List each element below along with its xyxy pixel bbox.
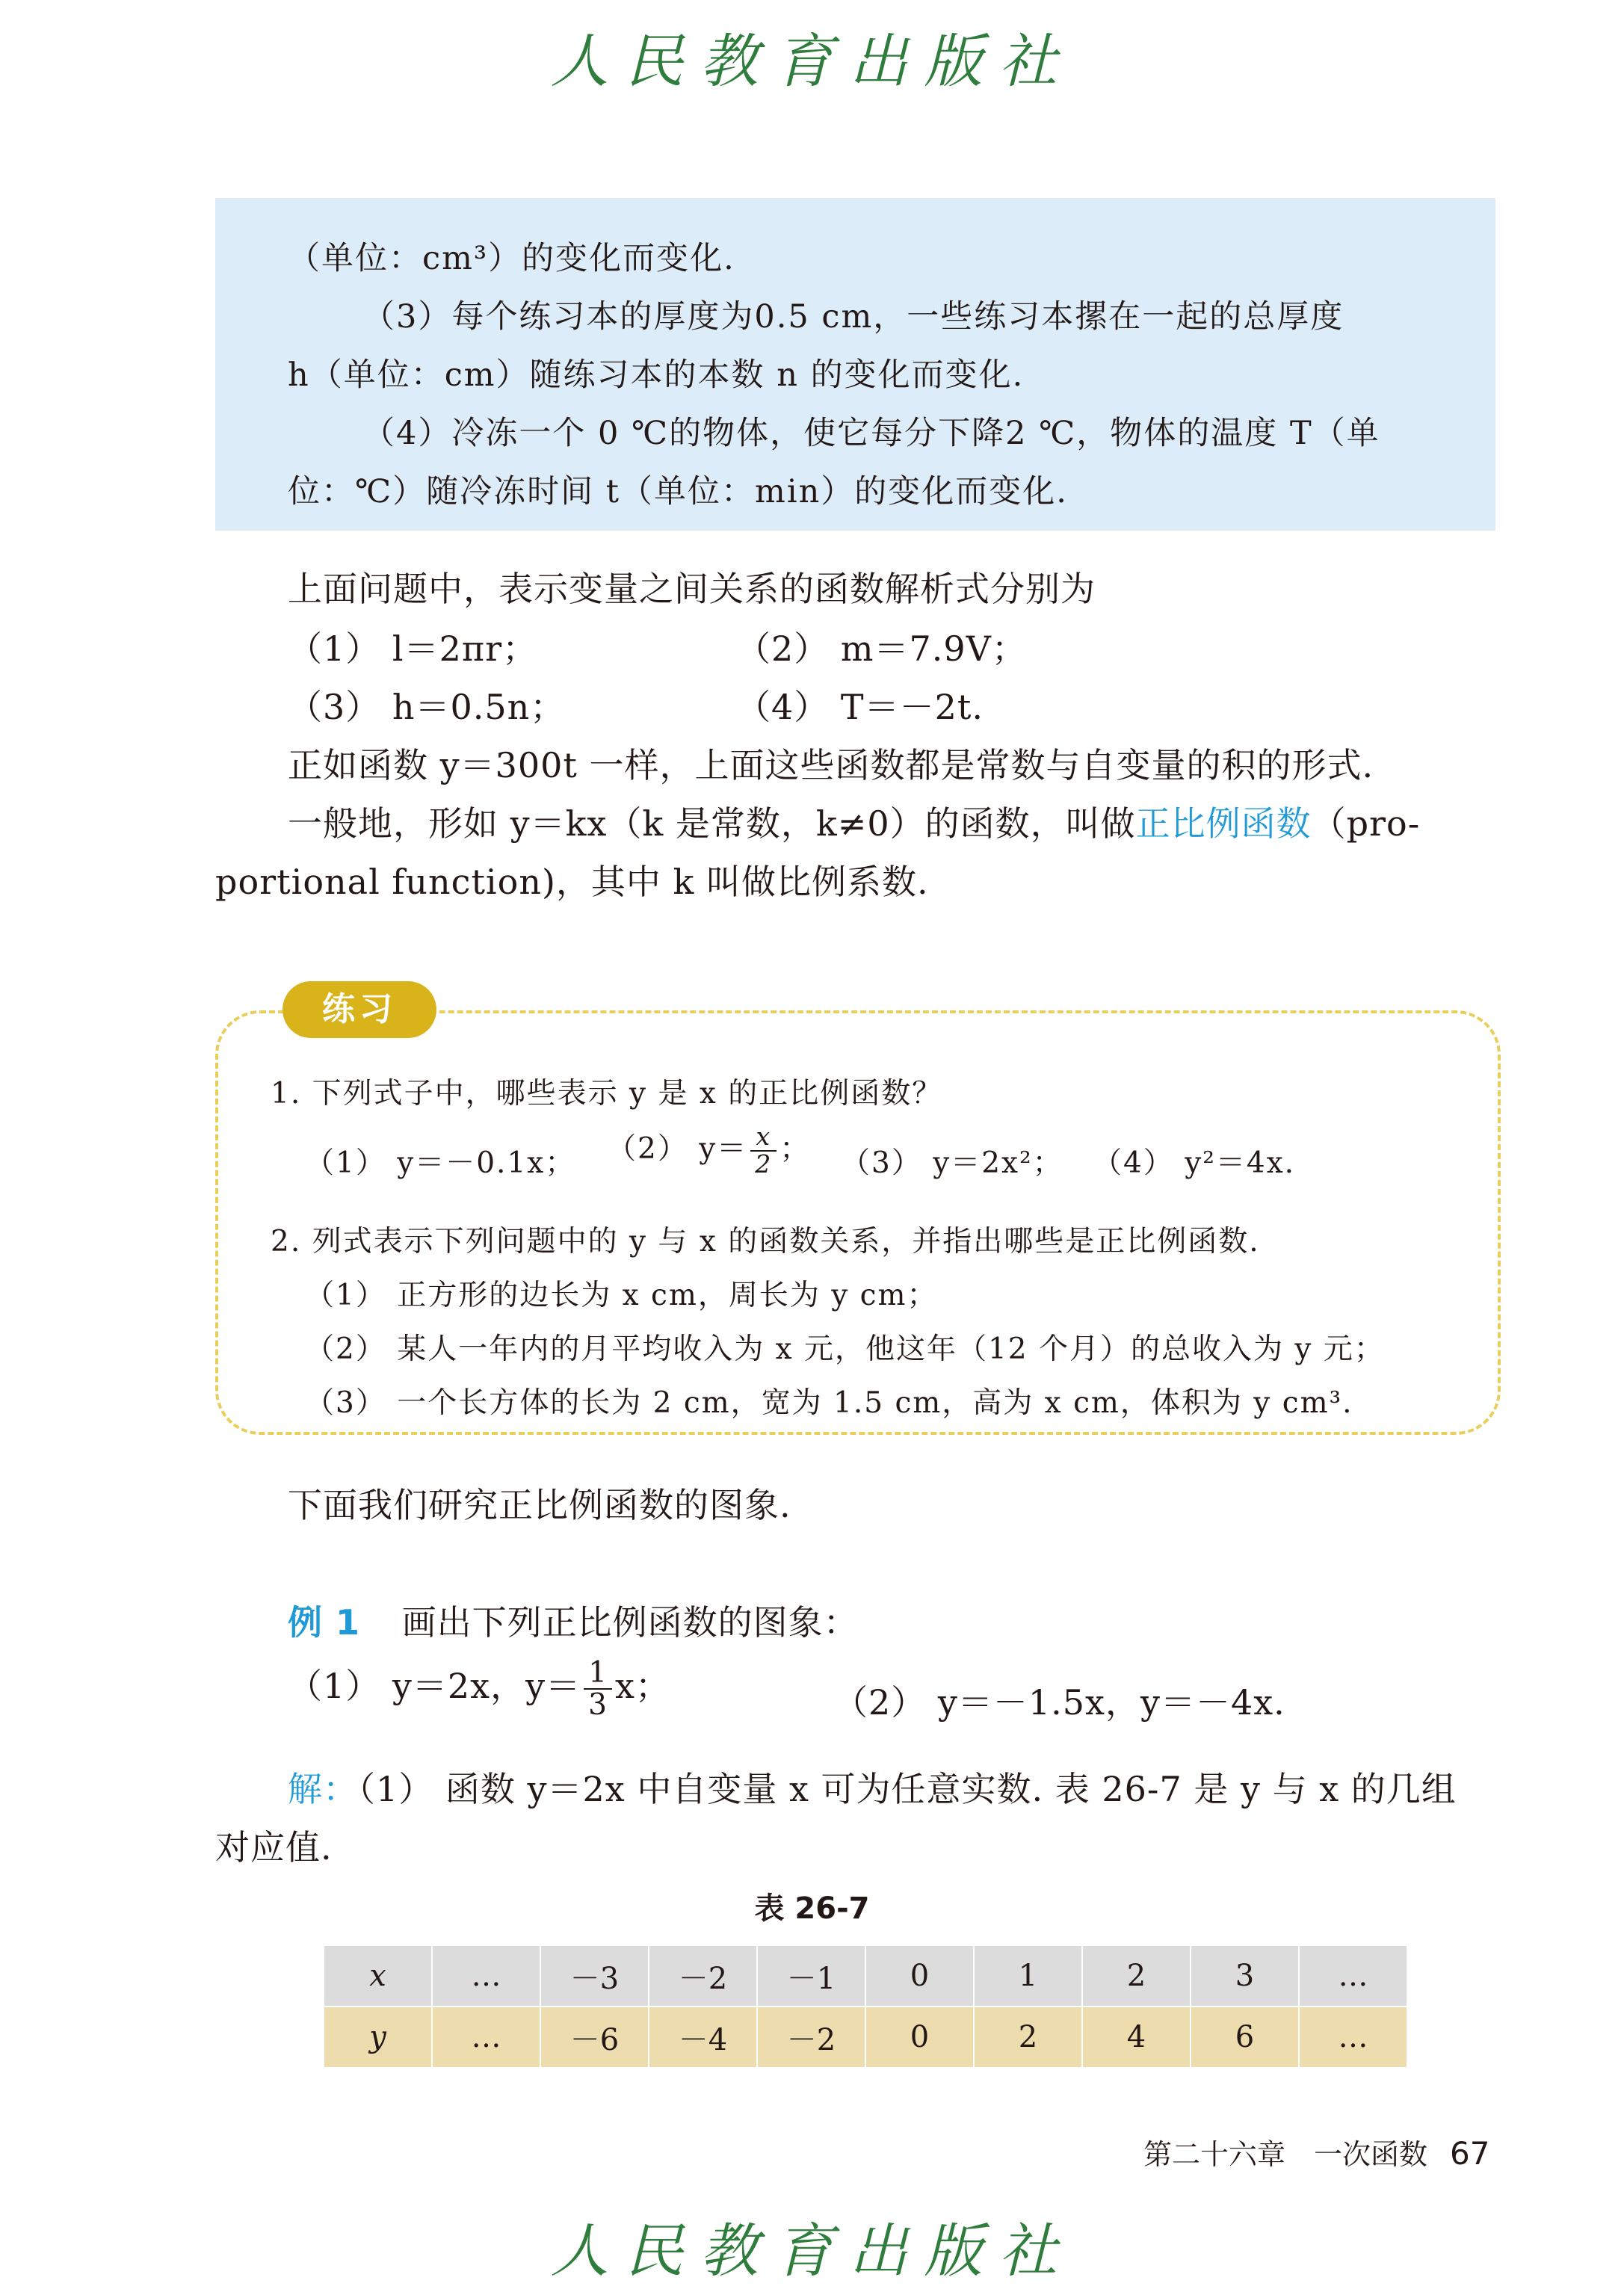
example-fraction-denominator: 3 <box>588 1688 608 1723</box>
formula-4: （4） T＝－2t. <box>736 687 984 727</box>
table-cell: 2 <box>1082 1945 1191 2007</box>
opt2-suffix: ； <box>779 1131 811 1166</box>
definition-paragraph-cont: portional function)，其中 k 叫做比例系数. <box>215 862 929 902</box>
table-cell: … <box>1299 1945 1407 2007</box>
example-fraction <box>584 1656 612 1723</box>
example-item-1-suffix: x； <box>614 1666 670 1707</box>
table-cell: 2 <box>974 2007 1082 2068</box>
practice-q2: 2. 列式表示下列问题中的 y 与 x 的函数关系，并指出哪些是正比例函数. <box>271 1225 1260 1258</box>
publisher-logo-top: 人民教育出版社 <box>550 28 1074 96</box>
example-text: 画出下列正比例函数的图象： <box>401 1602 859 1643</box>
table-cell: y <box>324 2007 432 2068</box>
box-line-1: （单位：cm³）的变化而变化. <box>288 240 735 277</box>
table-cell: 0 <box>865 2007 974 2068</box>
example-item-2: （2） y＝－1.5x，y＝－4x. <box>833 1682 1285 1723</box>
practice-q1: 1. 下列式子中，哪些表示 y 是 x 的正比例函数？ <box>271 1077 943 1111</box>
table-cell: －2 <box>649 1945 757 2007</box>
page-number: 67 <box>1450 2135 1490 2172</box>
table-cell: 1 <box>974 1945 1082 2007</box>
formula-1: （1） l＝2πr； <box>288 628 538 669</box>
practice-q2-sub2: （2） 某人一年内的月平均收入为 x 元，他这年（12 个月）的总收入为 y 元； <box>305 1332 1385 1366</box>
example-1 <box>288 1596 859 1645</box>
practice-q1-opt2 <box>607 1124 810 1178</box>
box-line-3: h（单位：cm）随练习本的本数 n 的变化而变化. <box>288 356 1025 394</box>
table-cell: 0 <box>865 1945 974 2007</box>
practice-q1-opt3: （3） y＝2x²； <box>841 1146 1063 1180</box>
example-fraction-numerator: 1 <box>584 1658 612 1690</box>
definition-term: 正比例函数 <box>1135 803 1312 844</box>
publisher-logo-bottom: 人民教育出版社 <box>550 2218 1074 2285</box>
table-cell: 4 <box>1082 2007 1191 2068</box>
solution-line-2: 对应值. <box>215 1827 333 1868</box>
box-line-4: （4）冷冻一个 0 ℃的物体，使它每分下降2 ℃，物体的温度 T（单 <box>362 415 1380 452</box>
table-cell: －2 <box>757 2007 865 2068</box>
intro-text: 上面问题中，表示变量之间关系的函数解析式分别为 <box>288 569 1096 609</box>
box-line-5: 位：℃）随冷冻时间 t（单位：min）的变化而变化. <box>288 473 1068 510</box>
table-cell: … <box>432 2007 540 2068</box>
definition-text-b: （pro- <box>1311 803 1421 844</box>
definition-text-a: 一般地，形如 y＝kx（k 是常数，k≠0）的函数，叫做 <box>288 803 1136 844</box>
opt2-prefix: （2） y＝ <box>607 1131 748 1166</box>
solution-text: （1） 函数 y＝2x 中自变量 x 可为任意实数. 表 26-7 是 y 与 x 的几组 <box>358 1769 1457 1809</box>
example-item-1 <box>288 1656 670 1723</box>
paragraph-constant-product: 正如函数 y＝300t 一样，上面这些函数都是常数与自变量的积的形式. <box>288 745 1374 785</box>
table-cell: －1 <box>757 1945 865 2007</box>
table-cell: 6 <box>1191 2007 1299 2068</box>
definition-paragraph <box>288 797 1420 846</box>
table-cell: … <box>432 1945 540 2007</box>
practice-q2-sub1: （1） 正方形的边长为 x cm，周长为 y cm； <box>305 1279 938 1312</box>
table-cell: … <box>1299 2007 1407 2068</box>
opt2-fraction <box>750 1124 777 1178</box>
table-caption: 表 26-7 <box>754 1891 870 1926</box>
example-label: 例 1 <box>288 1602 361 1643</box>
example-item-1-prefix: （1） y＝2x，y＝ <box>288 1666 581 1707</box>
practice-q2-sub3: （3） 一个长方体的长为 2 cm，宽为 1.5 cm，高为 x cm，体积为 y cm³. <box>305 1386 1353 1420</box>
opt2-denominator: 2 <box>755 1149 773 1179</box>
table-row-x <box>324 1945 1407 2007</box>
table-cell: －4 <box>649 2007 757 2068</box>
table-row-y <box>324 2007 1407 2068</box>
values-table <box>323 1945 1408 2069</box>
formula-2: （2） m＝7.9V； <box>736 628 1027 669</box>
practice-tag: 练习 <box>282 981 436 1038</box>
solution-label: 解： <box>288 1769 358 1809</box>
opt2-numerator: x <box>750 1124 777 1152</box>
practice-q1-opt1: （1） y＝－0.1x； <box>305 1146 576 1180</box>
solution-line-1 <box>288 1762 1457 1811</box>
box-line-2: （3）每个练习本的厚度为0.5 cm，一些练习本摞在一起的总厚度 <box>362 298 1344 336</box>
formula-3: （3） h＝0.5n； <box>288 687 566 727</box>
graph-intro-text: 下面我们研究正比例函数的图象. <box>288 1485 791 1525</box>
table-cell: 3 <box>1191 1945 1299 2007</box>
table-cell: x <box>324 1945 432 2007</box>
page-footer <box>1143 2131 1489 2172</box>
table-cell: －3 <box>540 1945 649 2007</box>
table-cell: －6 <box>540 2007 649 2068</box>
practice-q1-opt4: （4） y²＝4x. <box>1093 1146 1296 1180</box>
chapter-title: 第二十六章 一次函数 <box>1143 2138 1428 2171</box>
